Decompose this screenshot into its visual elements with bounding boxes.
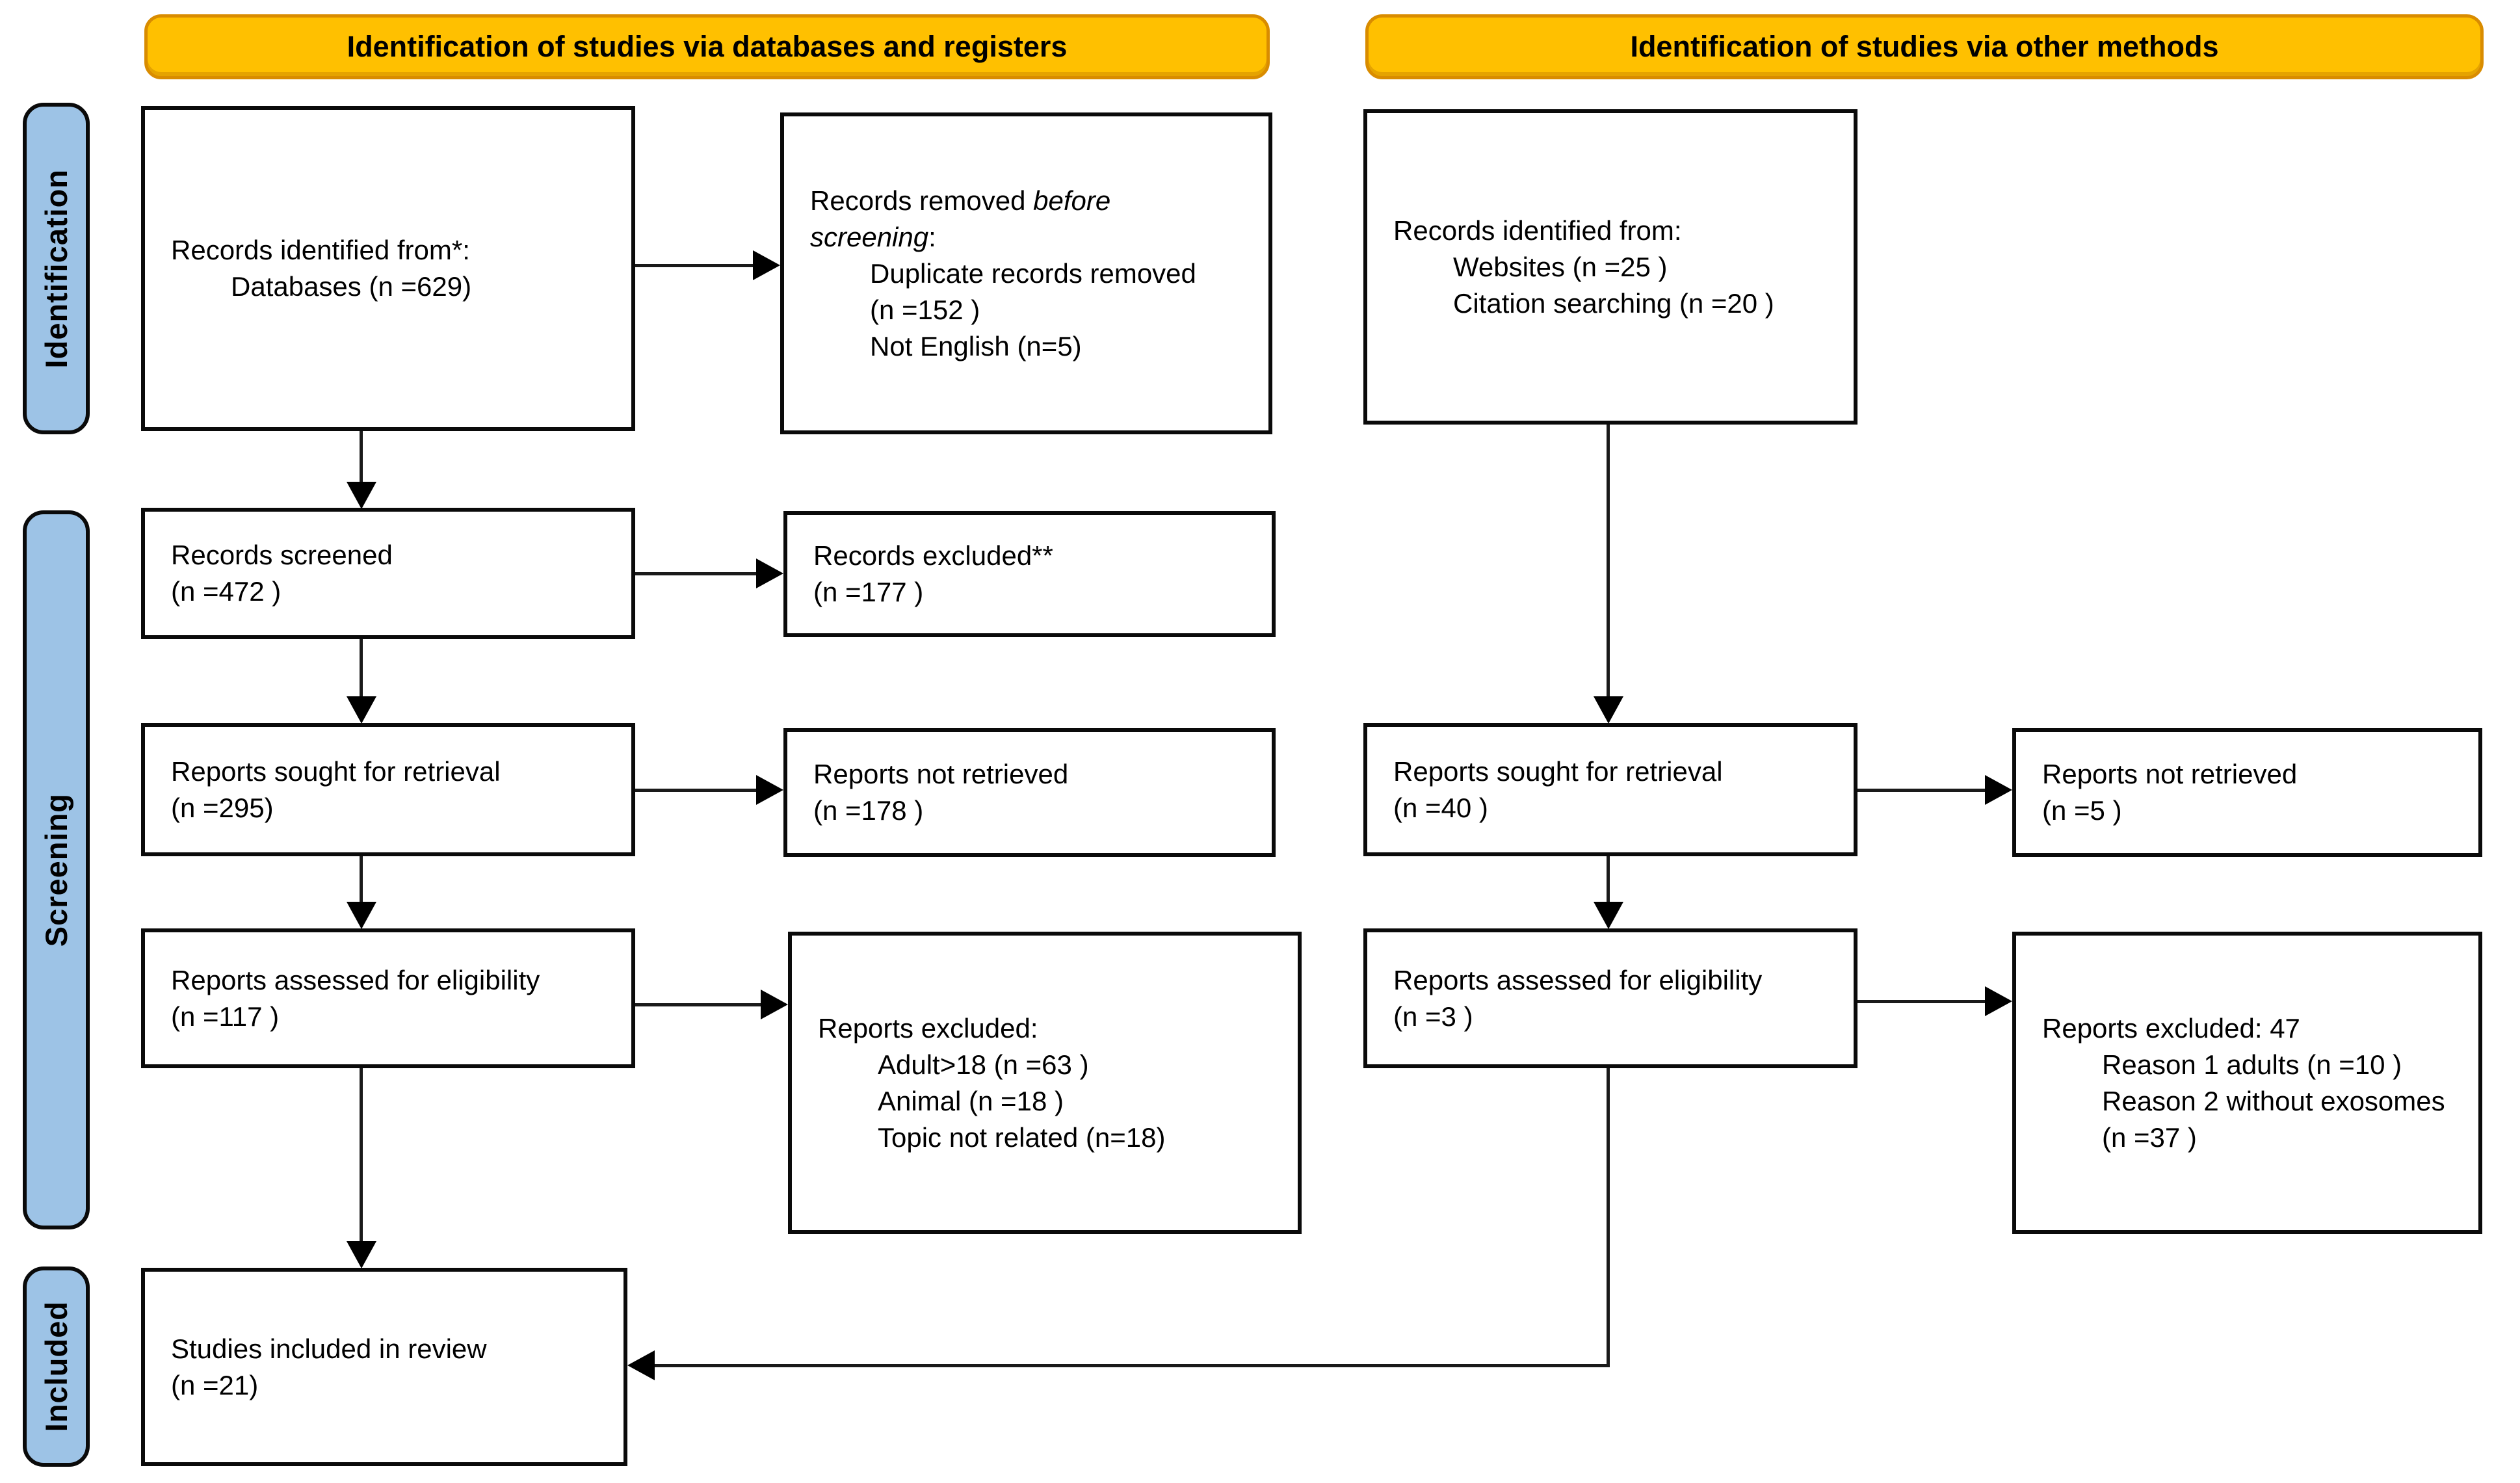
box-line: Reports excluded:: [818, 1012, 1038, 1043]
box-line: Adult>18 (n =63 ): [878, 1049, 1089, 1080]
box-line: Reports excluded: 47: [2042, 1012, 2300, 1043]
arrow-other-to-included-vertical: [1607, 1068, 1610, 1367]
banner-databases-registers-label: Identification of studies via databases and registers: [347, 30, 1068, 63]
box-line: Records excluded**: [813, 540, 1053, 571]
arrow-screened-to-sought-line: [360, 639, 363, 698]
stage-identification-label: Identification: [39, 168, 73, 369]
box-line: Citation searching (n =20 ): [1453, 287, 1774, 319]
box-line: Studies included in review: [171, 1333, 487, 1364]
arrow-assessed-to-included-line: [360, 1068, 363, 1242]
arrow-sought-to-assessed-other-line: [1607, 856, 1610, 903]
banner-other-methods-label: Identification of studies via other methods: [1630, 30, 2219, 63]
arrow-sought-to-notretrieved-other-head: [1985, 775, 2012, 805]
box-line: Duplicate records removed: [870, 257, 1196, 289]
box-line: Reason 2 without exosomes: [2102, 1085, 2445, 1116]
box-line: Reports sought for retrieval: [1393, 755, 1723, 787]
arrow-other-to-included-horizontal: [655, 1364, 1610, 1367]
box-line: (n =177 ): [813, 577, 924, 607]
arrow-identified-to-removed-head: [753, 250, 780, 280]
arrow-sought-to-assessed-db-head: [347, 902, 376, 929]
box-line: (n =21): [171, 1369, 259, 1400]
box-line: Records identified from*:: [171, 235, 470, 265]
box-reports-assessed-databases: [141, 928, 635, 1068]
box-records-identified-databases: [141, 106, 635, 431]
banner-other-methods: [1365, 14, 2484, 79]
arrow-identified-other-to-sought-line: [1607, 425, 1610, 698]
arrow-sought-to-notretrieved-db-head: [756, 775, 783, 805]
box-line: Websites (n =25 ): [1453, 251, 1668, 282]
box-line: (n =117 ): [171, 1001, 280, 1032]
box-line: (n =5 ): [2042, 795, 2122, 826]
box-line: screening:: [810, 221, 936, 252]
box-line: Records identified from:: [1393, 215, 1682, 246]
arrow-screened-to-excluded-line: [635, 572, 757, 575]
box-line: Records removed before: [810, 185, 1111, 216]
arrow-sought-to-notretrieved-other-line: [1857, 789, 1986, 792]
box-line: (n =37 ): [2102, 1122, 2197, 1153]
box-line: Reason 1 adults (n =10 ): [2102, 1049, 2402, 1080]
arrow-assessed-to-excluded-other-head: [1985, 986, 2012, 1016]
box-line: (n =178 ): [813, 795, 924, 826]
box-line: Reports assessed for eligibility: [1393, 964, 1763, 995]
box-line: Topic not related (n=18): [878, 1122, 1166, 1153]
box-reports-not-retrieved-other: [2012, 728, 2482, 857]
stage-identification: [23, 103, 90, 434]
arrow-identified-to-screened-head: [347, 482, 376, 509]
stage-included: [23, 1266, 90, 1467]
box-line: (n =3 ): [1393, 1001, 1473, 1032]
box-line: Not English (n=5): [870, 330, 1082, 361]
arrow-other-to-included-head: [627, 1350, 655, 1380]
arrow-screened-to-sought-head: [347, 696, 376, 724]
arrow-identified-to-removed-line: [635, 264, 754, 267]
box-line: Databases (n =629): [231, 271, 472, 302]
box-line: (n =472 ): [171, 576, 282, 607]
box-line: (n =40 ): [1393, 792, 1488, 823]
box-records-excluded: [783, 511, 1276, 637]
box-reports-excluded-databases: [788, 932, 1302, 1234]
box-line: Reports not retrieved: [2042, 759, 2298, 789]
box-line: Reports sought for retrieval: [171, 755, 501, 787]
stage-included-label: Included: [39, 1301, 73, 1432]
arrow-assessed-to-included-head: [347, 1241, 376, 1268]
banner-databases-registers: [144, 14, 1270, 79]
box-line: Reports assessed for eligibility: [171, 964, 540, 995]
box-reports-excluded-other: [2012, 932, 2482, 1234]
box-line: Reports not retrieved: [813, 759, 1069, 789]
stage-screening-label: Screening: [39, 793, 73, 947]
box-line: Animal (n =18 ): [878, 1085, 1064, 1116]
arrow-identified-other-to-sought-head: [1594, 696, 1623, 724]
arrow-assessed-to-excluded-db-line: [635, 1003, 762, 1006]
arrow-identified-to-screened-line: [360, 431, 363, 483]
arrow-screened-to-excluded-head: [756, 558, 783, 588]
arrow-sought-to-notretrieved-db-line: [635, 789, 757, 792]
box-reports-not-retrieved-databases: [783, 728, 1276, 857]
box-records-screened: [141, 508, 635, 639]
arrow-sought-to-assessed-other-head: [1594, 902, 1623, 929]
box-reports-sought-other: [1363, 723, 1857, 856]
box-reports-sought-databases: [141, 723, 635, 856]
stage-screening: [23, 510, 90, 1229]
arrow-assessed-to-excluded-db-head: [761, 990, 788, 1019]
box-line: (n =295): [171, 792, 274, 823]
box-reports-assessed-other: [1363, 928, 1857, 1068]
box-records-identified-other: [1363, 109, 1857, 425]
box-line: Records screened: [171, 540, 393, 570]
box-studies-included: [141, 1268, 627, 1466]
arrow-sought-to-assessed-db-line: [360, 856, 363, 903]
box-line: (n =152 ): [870, 294, 980, 325]
box-records-removed-before-screening: [780, 112, 1272, 434]
arrow-assessed-to-excluded-other-line: [1857, 1000, 1986, 1003]
